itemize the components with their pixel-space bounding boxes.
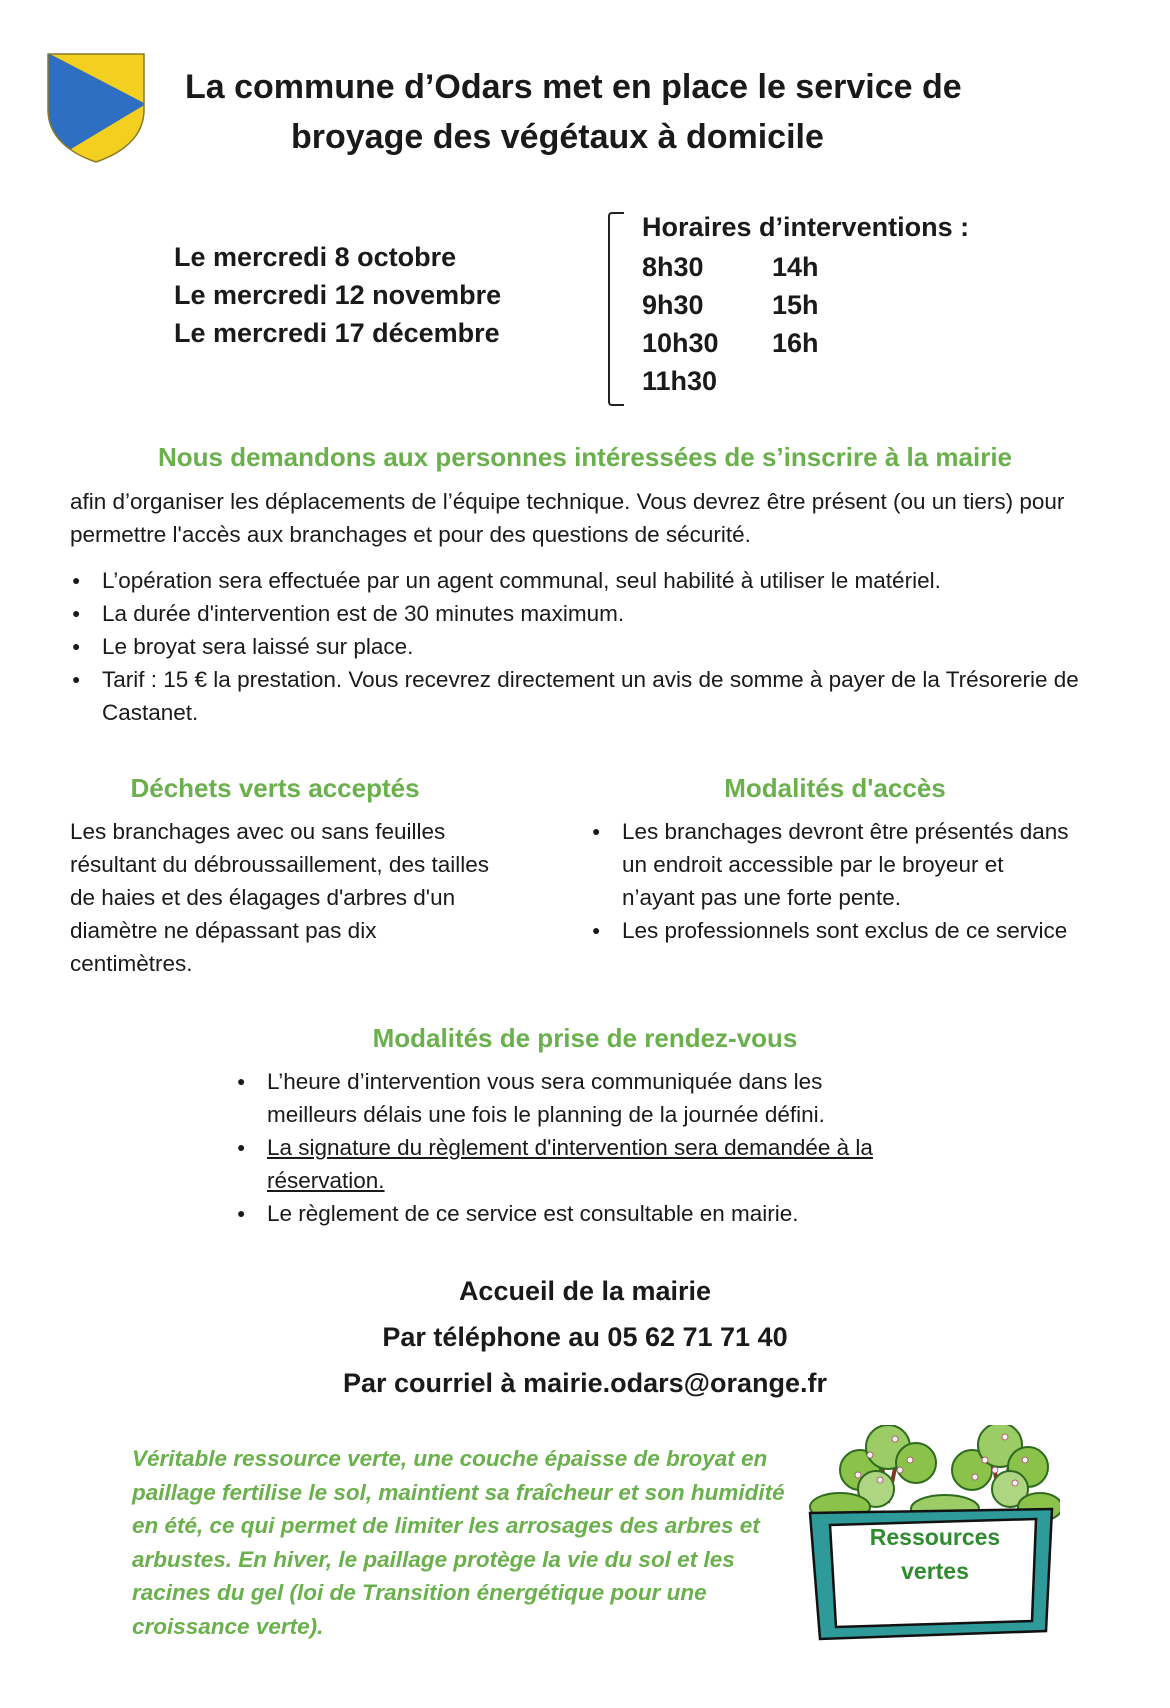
waste-text: Les branchages avec ou sans feuilles résultant du débroussaillement, des tailles de haies et des élagages d'arbres d'un diamètre ne dépassant pas dix centimètres. xyxy=(70,819,489,976)
list-item: ● Les professionnels sont exclus de ce service xyxy=(590,914,1080,947)
list-item: ● Le broyat sera laissé sur place. xyxy=(70,630,1090,663)
schedule-row xyxy=(642,362,902,400)
footer-text: Véritable ressource verte, une couche épaisse de broyat en paillage fertilise le sol, maintient sa fraîcheur et son humidité en été, ce qui permet de limiter les arrosages des arbres et arbustes. En hiver, le paillage protège la vie du sol et les racines du gel (loi de Transition énergétique pour une croissance verte). xyxy=(132,1446,785,1639)
schedule-time: 10h30 xyxy=(642,328,719,358)
schedule-bracket xyxy=(608,212,624,406)
signup-bullets xyxy=(70,564,1090,729)
schedule-row xyxy=(642,324,902,362)
booking-bullets xyxy=(235,1065,915,1230)
schedule-grid xyxy=(642,248,902,400)
page-title xyxy=(185,62,1085,162)
access-bullets xyxy=(590,815,1080,947)
list-item: ● Le règlement de ce service est consultable en mairie. xyxy=(235,1197,915,1230)
signup-paragraph: afin d’organiser les déplacements de l’équipe technique. Vous devrez être présent (ou un tiers) pour permettre l'accès aux branchages et pour des questions de sécurité. xyxy=(70,489,1065,547)
waste-heading: Déchets verts acceptés xyxy=(130,773,420,803)
date-item: Le mercredi 17 décembre xyxy=(174,318,500,348)
date-item: Le mercredi 12 novembre xyxy=(174,280,502,310)
schedule-time: 15h xyxy=(772,290,819,320)
planter-label-line-1: Ressources xyxy=(869,1524,1001,1550)
access-heading: Modalités d'accès xyxy=(724,773,946,803)
signup-heading: Nous demandons aux personnes intéressées de s’inscrire à la mairie xyxy=(157,442,1013,472)
list-item: ● L’opération sera effectuée par un agent communal, seul habilité à utiliser le matériel. xyxy=(70,564,1090,597)
contact-phone: Par téléphone au 05 62 71 71 40 xyxy=(382,1322,788,1352)
contact-email: Par courriel à mairie.odars@orange.fr xyxy=(342,1368,827,1398)
dates-list xyxy=(174,238,501,352)
list-item xyxy=(235,1131,915,1197)
schedule-time: 8h30 xyxy=(642,252,704,282)
schedule-time: 16h xyxy=(772,328,819,358)
planter-label-line-2: vertes xyxy=(901,1558,969,1584)
booking-heading: Modalités de prise de rendez-vous xyxy=(372,1023,798,1053)
schedule-time: 11h30 xyxy=(642,366,718,396)
contact-block xyxy=(0,1268,1170,1406)
schedule-time: 9h30 xyxy=(642,290,704,320)
schedule-row xyxy=(642,248,902,286)
date-item: Le mercredi 8 octobre xyxy=(174,242,457,272)
schedule-row xyxy=(642,286,902,324)
schedule-title: Horaires d’interventions : xyxy=(642,212,970,242)
underlined-text: La signature du règlement d'intervention sera demandée à la réservation. xyxy=(267,1135,873,1193)
contact-title: Accueil de la mairie xyxy=(458,1276,712,1306)
title-line-2: broyage des végétaux à domicile xyxy=(291,118,824,156)
schedule-time: 14h xyxy=(772,252,819,282)
list-item: ● La durée d'intervention est de 30 minutes maximum. xyxy=(70,597,1090,630)
list-item: ● Tarif : 15 € la prestation. Vous recevrez directement un avis de somme à payer de la Trésorerie de Castanet. xyxy=(70,663,1090,729)
planter-label xyxy=(860,1520,1010,1588)
shield-icon xyxy=(46,52,146,164)
list-item: ● Les branchages devront être présentés dans un endroit accessible par le broyeur et n’ayant pas une forte pente. xyxy=(590,815,1080,914)
list-item: ● L’heure d’intervention vous sera communiquée dans les meilleurs délais une fois le planning de la journée défini. xyxy=(235,1065,915,1131)
title-line-1: La commune d’Odars met en place le service de xyxy=(185,68,962,106)
